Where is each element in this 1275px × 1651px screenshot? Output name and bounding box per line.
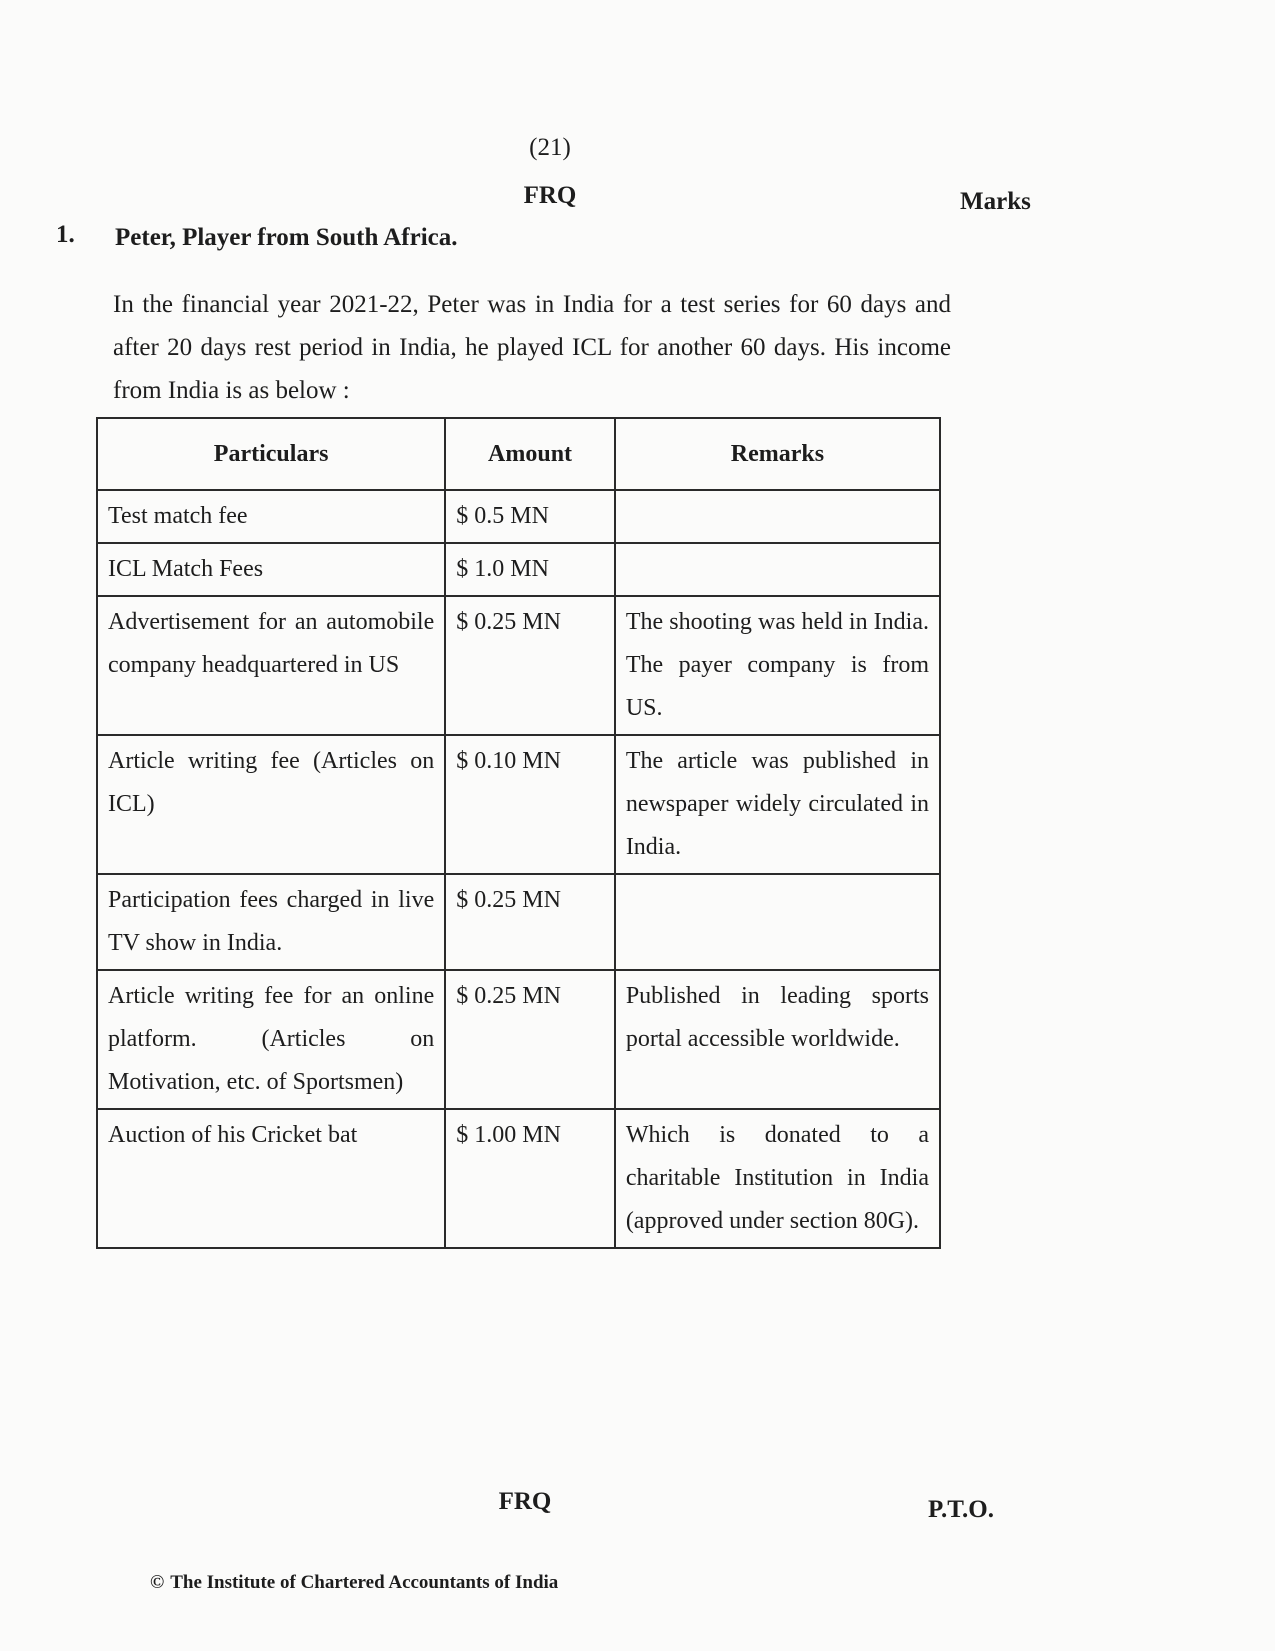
row-remarks xyxy=(615,490,940,543)
table-row xyxy=(97,735,940,874)
table-row xyxy=(97,596,940,735)
table-row xyxy=(97,490,940,543)
row-particulars: Article writing fee (Articles on ICL) xyxy=(97,735,445,874)
copyright-text: The Institute of Chartered Accountants of India xyxy=(170,1572,559,1593)
pto-label: P.T.O. xyxy=(928,1496,994,1523)
marks-label: Marks xyxy=(960,188,1031,215)
header-amount: Amount xyxy=(445,418,615,490)
row-amount: $ 1.00 MN xyxy=(445,1109,615,1248)
row-remarks: The article was published in newspaper widely circulated in India. xyxy=(615,735,940,874)
row-particulars: Advertisement for an automobile company headquartered in US xyxy=(97,596,445,735)
row-particulars: Test match fee xyxy=(97,490,445,543)
row-particulars: Auction of his Cricket bat xyxy=(97,1109,445,1248)
row-remarks: Which is donated to a charitable Institution in India (approved under section 80G). xyxy=(615,1109,940,1248)
row-particulars: Article writing fee for an online platform. (Articles on Motivation, etc. of Sportsmen) xyxy=(97,970,445,1109)
table-row xyxy=(97,874,940,970)
row-remarks: Published in leading sports portal accessible worldwide. xyxy=(615,970,940,1109)
row-remarks xyxy=(615,543,940,596)
row-amount: $ 1.0 MN xyxy=(445,543,615,596)
row-amount: $ 0.5 MN xyxy=(445,490,615,543)
row-remarks: The shooting was held in India. The payer company is from US. xyxy=(615,596,940,735)
section-code-footer: FRQ xyxy=(498,1488,552,1515)
row-particulars: Participation fees charged in live TV show in India. xyxy=(97,874,445,970)
table-row xyxy=(97,543,940,596)
header-remarks: Remarks xyxy=(615,418,940,490)
page-number: (21) xyxy=(529,134,571,161)
question-number: 1. xyxy=(56,221,75,248)
copyright-notice xyxy=(150,1572,558,1594)
table-header-row xyxy=(97,418,940,490)
section-code-header: FRQ xyxy=(523,182,577,209)
row-particulars: ICL Match Fees xyxy=(97,543,445,596)
header-particulars: Particulars xyxy=(97,418,445,490)
table-row xyxy=(97,1109,940,1248)
question-intro: In the financial year 2021-22, Peter was in India for a test series for 60 days and after 20 days rest period in India, he played ICL for another 60 days. His income from India is as below : xyxy=(113,291,951,404)
copyright-icon: © xyxy=(150,1572,165,1593)
row-amount: $ 0.25 MN xyxy=(445,596,615,735)
row-remarks xyxy=(615,874,940,970)
row-amount: $ 0.25 MN xyxy=(445,970,615,1109)
row-amount: $ 0.25 MN xyxy=(445,874,615,970)
table-row xyxy=(97,970,940,1109)
income-table xyxy=(96,417,941,1249)
row-amount: $ 0.10 MN xyxy=(445,735,615,874)
question-title: Peter, Player from South Africa. xyxy=(115,224,458,251)
